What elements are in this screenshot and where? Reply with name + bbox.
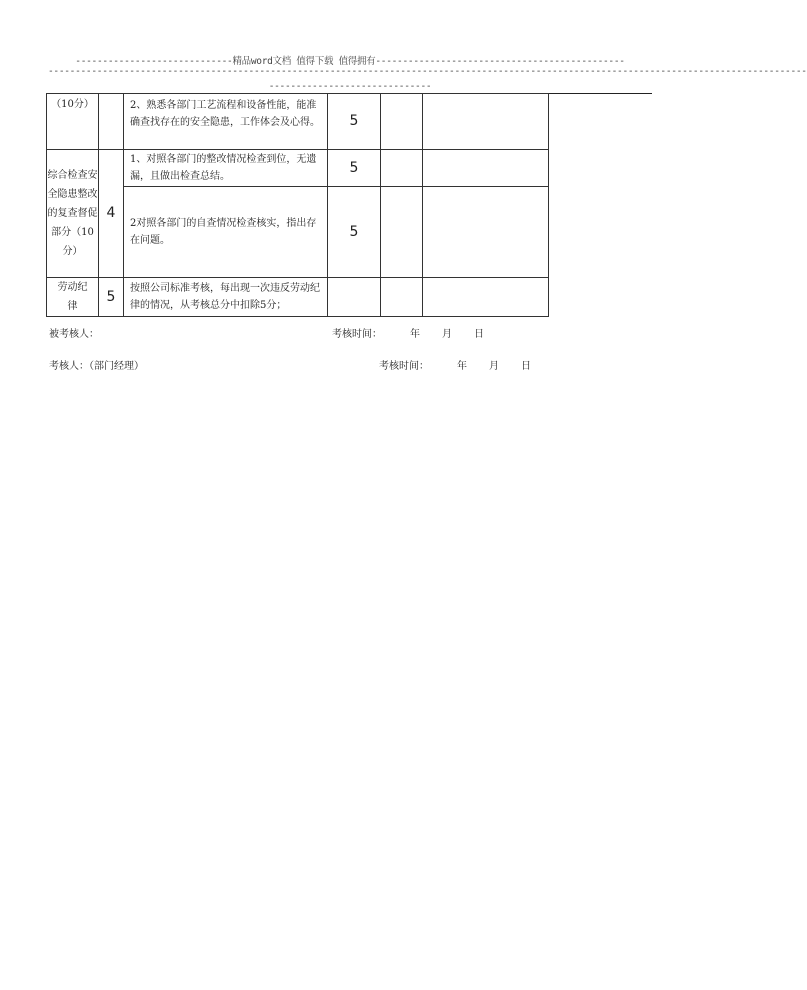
score-cell: 5 xyxy=(328,150,381,187)
header-banner: -----------------------------精品word文档 值得下载 值得拥有---------------------------------------------- xyxy=(75,56,625,67)
category-label: （10分） xyxy=(51,99,94,110)
remark-cell xyxy=(423,187,549,278)
remark-cell xyxy=(423,94,549,150)
deduction-cell xyxy=(381,278,423,317)
deduction-cell xyxy=(381,187,423,278)
weight-cell: 5 xyxy=(99,278,124,317)
description-cell: 按照公司标准考核，每出现一次违反劳动纪律的情况，从考核总分中扣除5分； xyxy=(124,278,328,317)
weight-cell: 4 xyxy=(99,150,124,278)
score-cell: 5 xyxy=(328,94,381,150)
score-cell: 5 xyxy=(328,187,381,278)
deduction-cell xyxy=(381,150,423,187)
category-cell: 劳动纪律 xyxy=(47,278,99,317)
description-cell: 2对照各部门的自查情况检查核实，指出存在问题。 xyxy=(124,187,328,278)
table-row xyxy=(47,278,549,317)
assessment-time-label: 考核时间： xyxy=(332,329,382,340)
day-label: 日 xyxy=(474,329,484,340)
assessment-time-label: 考核时间： xyxy=(379,361,429,372)
category-cell: 综合检查安全隐患整改的复查督促部分（10分） xyxy=(47,150,99,278)
description-cell: 1、对照各部门的整改情况检查到位，无遗漏，且做出检查总结。 xyxy=(124,150,328,187)
weight-cell xyxy=(99,94,124,150)
day-label: 日 xyxy=(521,361,531,372)
month-label: 月 xyxy=(442,329,452,340)
month-label: 月 xyxy=(489,361,499,372)
score-cell xyxy=(328,278,381,317)
deduction-cell xyxy=(381,94,423,150)
year-label: 年 xyxy=(410,329,420,340)
assessment-table xyxy=(46,93,549,317)
remark-cell xyxy=(423,278,549,317)
header-dash-line-short: ------------------------------ xyxy=(268,81,432,92)
description-cell: 2、熟悉各部门工艺流程和设备性能，能准确查找存在的安全隐患，工作体会及心得。 xyxy=(124,94,328,150)
header-dash-line: -------------------------------------------------------------------------------------------------------------------------------------------- xyxy=(48,66,807,77)
remark-cell xyxy=(423,150,549,187)
table-row xyxy=(47,94,549,150)
year-label: 年 xyxy=(457,361,467,372)
table-row xyxy=(47,150,549,187)
category-cell xyxy=(47,94,99,150)
assessor-label: 考核人：（部门经理） xyxy=(49,361,144,372)
assessee-label: 被考核人： xyxy=(49,329,99,340)
